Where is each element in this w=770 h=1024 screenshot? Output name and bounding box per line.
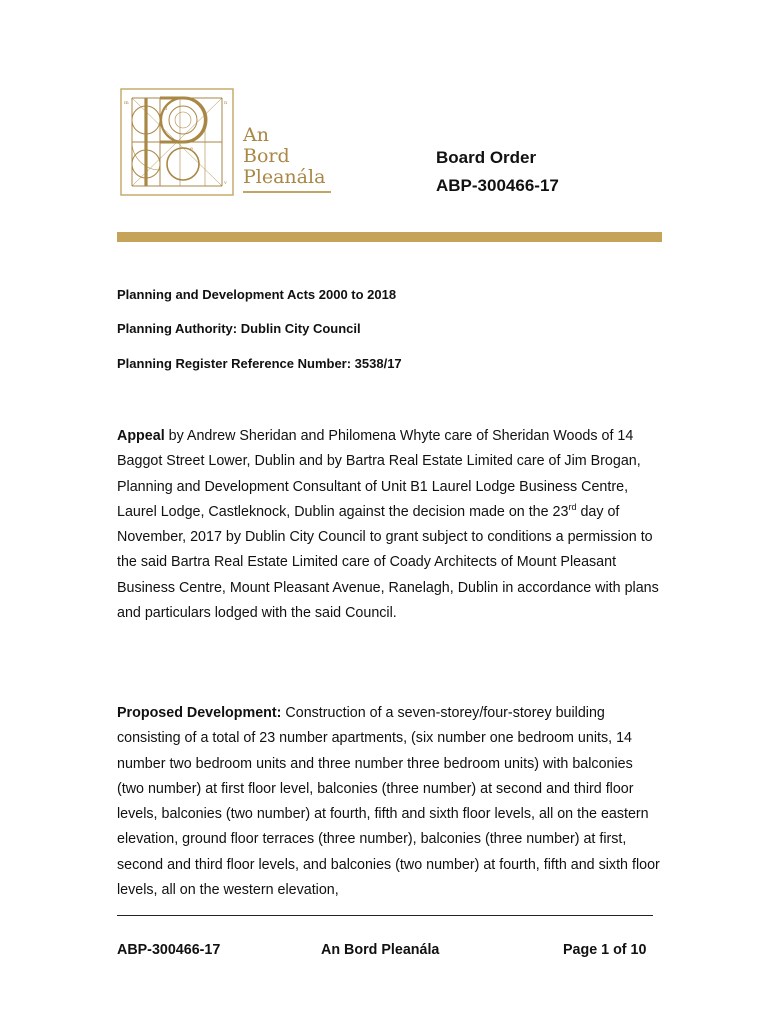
appeal-text-part2: day of November, 2017 by Dublin City Council to grant subject to conditions a permission to the said Bartra Real Estate Limited care of Coady Architects of Mount Pleasant Business Centre, Mount Pleasant Avenue, Ranelagh, Dublin in accordance with plans and particulars lodged with the said Council. (117, 503, 659, 622)
logo-wordmark (243, 125, 325, 188)
footer-organisation: An Bord Pleanála (321, 942, 440, 958)
svg-text:n: n (224, 100, 228, 106)
register-reference-line: Planning Register Reference Number: 3538/17 (117, 356, 402, 371)
logo-underline (243, 191, 331, 193)
svg-text:v: v (224, 180, 227, 186)
svg-text:d: d (164, 106, 168, 112)
logo-word-bord: Bord (243, 145, 290, 167)
appeal-paragraph (117, 424, 662, 626)
acts-line: Planning and Development Acts 2000 to 2018 (117, 287, 397, 302)
board-order-heading (436, 144, 559, 200)
svg-text:e: e (190, 146, 193, 152)
proposed-development-text: Construction of a seven-storey/four-storey building consisting of a total of 23 number apartments, (six number one bedroom units, 14 number two bedroom units and three number three bedroom units) with balconies (two number) at first floor level, balconies (three number) at second and third floor levels, balconies (two number) at fourth, fifth and sixth floor levels, all on the eastern elevation, ground floor terraces (three number), balconies (three number) at first, second and third floor levels, and balconies (two number) at fourth, fifth and sixth floor levels, all on the western elevation, (117, 705, 660, 899)
an-bord-pleanala-logo-icon (120, 88, 234, 196)
appeal-lead: Appeal (117, 428, 165, 444)
document-reference: ABP-300466-17 (436, 176, 559, 195)
appeal-text-part1: by Andrew Sheridan and Philomena Whyte care of Sheridan Woods of 14 Baggot Street Lower, Dublin and by Bartra Real Estate Limited care of Jim Brogan, Planning and Development Consultant of Unit B1 Laurel Lodge Business Centre, Laurel Lodge, Castleknock, Dublin against the decision made on the 23 (117, 428, 641, 520)
proposed-development-paragraph (117, 701, 662, 903)
logo-word-an: An (243, 124, 269, 146)
gold-divider-bar (117, 232, 662, 242)
planning-authority-line: Planning Authority: Dublin City Council (117, 321, 361, 336)
appeal-ordinal-suffix: rd (568, 501, 577, 512)
logo-word-pleanala: Pleanála (243, 166, 326, 188)
proposed-development-lead: Proposed Development: (117, 705, 282, 721)
footer-rule (117, 915, 653, 916)
footer-page-number: Page 1 of 10 (563, 942, 647, 958)
footer-reference: ABP-300466-17 (117, 942, 221, 958)
document-title: Board Order (436, 148, 537, 167)
svg-text:m: m (124, 100, 129, 106)
